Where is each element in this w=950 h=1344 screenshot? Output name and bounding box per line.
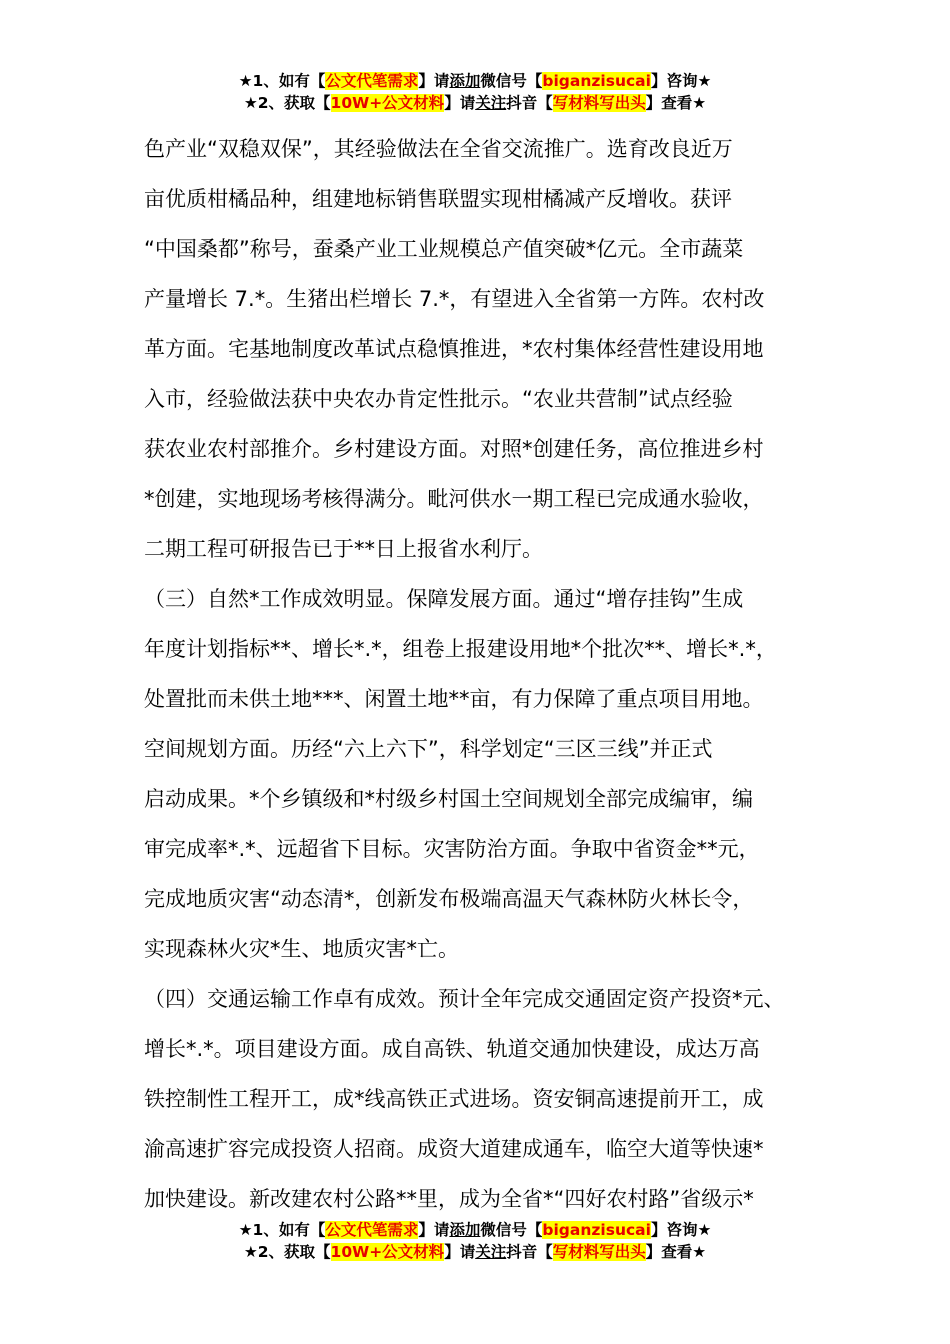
body-line: 二期工程可研报告已于**日上报省水利厅。	[144, 537, 543, 561]
header-notice	[0, 70, 950, 114]
body-line: 启动成果。*个乡镇级和*村级乡村国土空间规划全部完成编审，编	[144, 787, 753, 811]
notice-text: 抖音【	[506, 1243, 553, 1261]
body-line: “中国桑都”称号，蚕桑产业工业规模总产值突破*亿元。全市蔬菜	[144, 237, 744, 261]
douyin-id-highlight: 写材料写出头	[552, 1243, 646, 1261]
body-line: 色产业“双稳双保”，其经验做法在全省交流推广。选育改良近万	[144, 137, 733, 161]
notice-text: 微信号【	[480, 1221, 543, 1239]
document-body	[144, 124, 834, 1224]
body-line: 革方面。宅基地制度改革试点稳慎推进，*农村集体经营性建设用地	[144, 337, 764, 361]
notice-text: 】咨询★	[650, 1221, 712, 1239]
wechat-id-highlight: biganzisucai	[542, 72, 651, 90]
notice-line-1	[0, 1219, 950, 1241]
star-icon: ★	[238, 72, 253, 90]
body-line: 渝高速扩容完成投资人招商。成资大道建成通车，临空大道等快速*	[144, 1137, 764, 1161]
body-line: 空间规划方面。历经“六上六下”，科学划定“三区三线”并正式	[144, 737, 713, 761]
notice-text: 1、如有【	[252, 72, 326, 90]
notice-text: 】请	[418, 1221, 450, 1239]
notice-highlight: 10W+公文材料	[330, 94, 445, 112]
star-icon: ★	[238, 1221, 253, 1239]
wechat-id-highlight: biganzisucai	[542, 1221, 651, 1239]
notice-text: 抖音【	[506, 94, 553, 112]
body-line: 入市，经验做法获中央农办肯定性批示。“农业共营制”试点经验	[144, 387, 733, 411]
notice-text: 】请	[444, 1243, 476, 1261]
notice-text: 】查看★	[645, 94, 707, 112]
notice-line-1	[0, 70, 950, 92]
notice-underline: 添加	[449, 72, 481, 90]
notice-text: 1、如有【	[252, 1221, 326, 1239]
body-line: 审完成率*.*、远超省下目标。灾害防治方面。争取中省资金**元，	[144, 837, 760, 861]
notice-text: 微信号【	[480, 72, 543, 90]
body-line: 产量增长 7.*。生猪出栏增长 7.*，有望进入全省第一方阵。农村改	[144, 287, 765, 311]
notice-text: 】请	[418, 72, 450, 90]
notice-line-2	[0, 92, 950, 114]
body-line: 亩优质柑橘品种，组建地标销售联盟实现柑橘减产反增收。获评	[144, 187, 732, 211]
notice-text: 2、获取【	[257, 94, 331, 112]
notice-highlight: 10W+公文材料	[330, 1243, 445, 1261]
body-line: 加快建设。新改建农村公路**里，成为全省*“四好农村路”省级示*	[144, 1187, 754, 1211]
notice-line-2	[0, 1241, 950, 1263]
body-line: 获农业农村部推介。乡村建设方面。对照*创建任务，高位推进乡村	[144, 437, 764, 461]
body-line: 增长*.*。项目建设方面。成自高铁、轨道交通加快建设，成达万高	[144, 1037, 760, 1061]
body-line: 铁控制性工程开工，成*线高铁正式进场。资安铜高速提前开工，成	[144, 1087, 764, 1111]
section-heading-line: （三）自然*工作成效明显。保障发展方面。通过“增存挂钩”生成	[144, 587, 744, 611]
body-line: 年度计划指标**、增长*.*，组卷上报建设用地*个批次**、增长*.*，	[144, 637, 777, 661]
section-heading-line: （四）交通运输工作卓有成效。预计全年完成交通固定资产投资*元、	[144, 987, 785, 1011]
body-line: 处置批而未供土地***、闲置土地**亩，有力保障了重点项目用地。	[144, 687, 764, 711]
body-line: 实现森林火灾*生、地质灾害*亡。	[144, 937, 459, 961]
body-line: *创建，实地现场考核得满分。毗河供水一期工程已完成通水验收，	[144, 487, 764, 511]
notice-text: 】查看★	[645, 1243, 707, 1261]
douyin-id-highlight: 写材料写出头	[552, 94, 646, 112]
notice-text: 】请	[444, 94, 476, 112]
star-icon: ★	[243, 94, 258, 112]
notice-underline: 关注	[475, 94, 507, 112]
notice-text: 】咨询★	[650, 72, 712, 90]
notice-underline: 关注	[475, 1243, 507, 1261]
notice-highlight: 公文代笔需求	[325, 1221, 419, 1239]
star-icon: ★	[243, 1243, 258, 1261]
body-line: 完成地质灾害“动态清*，创新发布极端高温天气森林防火林长令，	[144, 887, 754, 911]
footer-notice	[0, 1219, 950, 1263]
notice-text: 2、获取【	[257, 1243, 331, 1261]
notice-underline: 添加	[449, 1221, 481, 1239]
notice-highlight: 公文代笔需求	[325, 72, 419, 90]
